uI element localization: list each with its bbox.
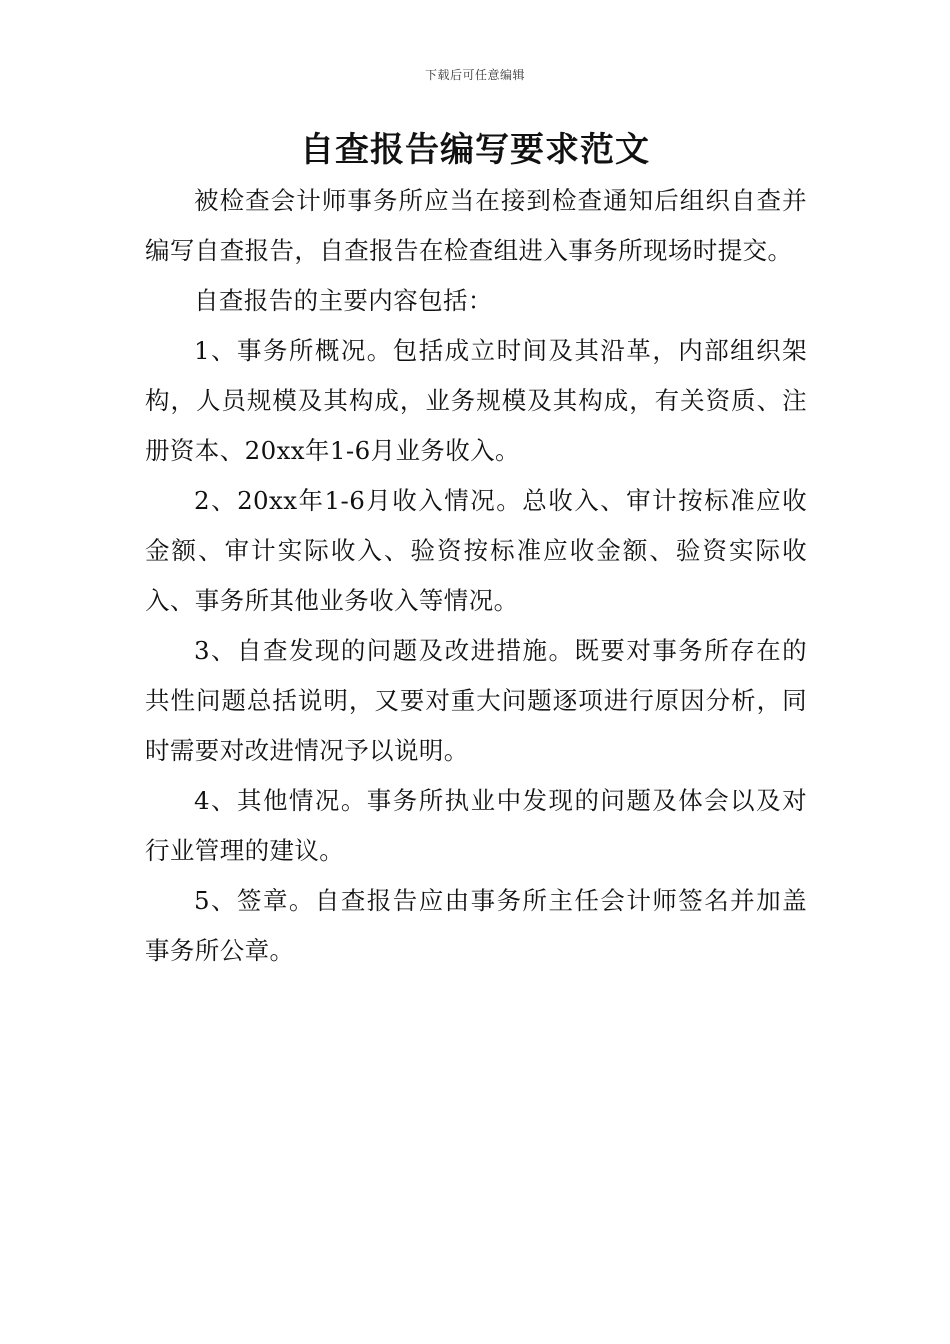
paragraph-intro: 被检查会计师事务所应当在接到检查通知后组织自查并编写自查报告，自查报告在检查组进入事务所现场时提交。 — [145, 186, 807, 265]
paragraph-item-1: 1、事务所概况。包括成立时间及其沿革，内部组织架构，人员规模及其构成，业务规模及其构成，有关资质、注册资本、20xx年1-6月业务收入。 — [145, 336, 807, 465]
paragraph-item-2: 2、20xx年1-6月收入情况。总收入、审计按标准应收金额、审计实际收入、验资按标准应收金额、验资实际收入、事务所其他业务收入等情况。 — [145, 486, 807, 615]
paragraph-item-4: 4、其他情况。事务所执业中发现的问题及体会以及对行业管理的建议。 — [145, 786, 807, 865]
document-body — [145, 176, 807, 976]
paragraph-item-5: 5、签章。自查报告应由事务所主任会计师签名并加盖事务所公章。 — [145, 886, 807, 965]
header-note: 下载后可任意编辑 — [424, 68, 525, 82]
document-title: 自查报告编写要求范文 — [300, 130, 650, 170]
paragraph-item-3: 3、自查发现的问题及改进措施。既要对事务所存在的共性问题总括说明，又要对重大问题逐项进行原因分析，同时需要对改进情况予以说明。 — [145, 636, 807, 765]
paragraph-contents-heading: 自查报告的主要内容包括： — [194, 286, 493, 315]
